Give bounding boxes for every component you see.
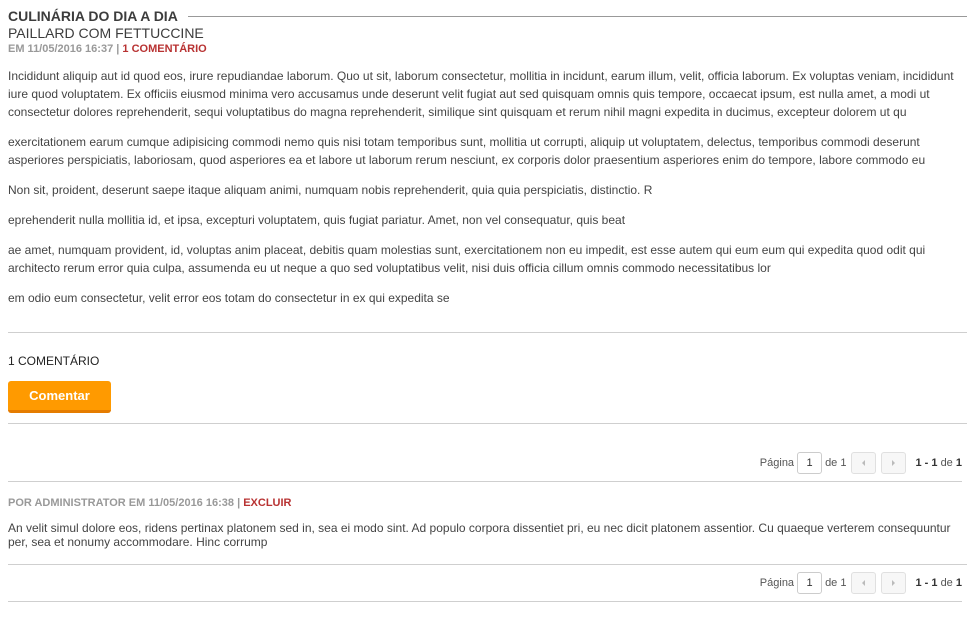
comment-body: An velit simul dolore eos, ridens pertinax platonem sed in, sea ei modo sint. Ad populo corpora dissentiet pri, eu nec dicit platonem assentior. Cu quaeque verterem consequuntur per, sea et nonumy accommodare. Hinc corrump — [8, 521, 951, 549]
blog-title: CULINÁRIA DO DIA A DIA — [8, 8, 178, 24]
entry-paragraph: ae amet, numquam provident, id, voluptas anim placeat, debitis quam molestias sunt, exercitationem non eu impedit, est esse autem qui eum eum qui expedita quod odit qui architecto rerum error quia culpa, assumenda eu ut neque a quo sed voluptatibus velit, nisi duis officia cillum omnis commodo necessitatibus lor — [8, 243, 926, 275]
entry-title: PAILLARD COM FETTUCCINE — [8, 25, 204, 41]
comments-divider — [8, 423, 967, 424]
meta-separator: | — [237, 497, 241, 509]
comment-author-date: POR ADMINISTRATOR EM 11/05/2016 16:38 — [8, 497, 234, 509]
results-range: 1 - 1 de 1 — [915, 457, 962, 469]
chevron-right-icon — [892, 460, 895, 466]
comments-count: 1 COMENTÁRIO — [8, 354, 100, 368]
blog-header — [8, 7, 967, 25]
entry-meta — [8, 43, 207, 55]
comment-meta — [8, 497, 291, 509]
page-number-input[interactable] — [797, 452, 822, 474]
comment-divider — [8, 564, 967, 565]
prev-page-button[interactable] — [851, 572, 876, 594]
header-divider — [188, 16, 967, 17]
entry-paragraph: Non sit, proident, deserunt saepe itaque aliquam animi, numquam nobis reprehenderit, quia quia perspiciatis, distinctio. R — [8, 183, 653, 197]
next-page-button[interactable] — [881, 452, 906, 474]
page-number-input[interactable] — [797, 572, 822, 594]
entry-date: EM 11/05/2016 16:37 — [8, 43, 114, 55]
chevron-left-icon — [862, 580, 865, 586]
delete-comment-link[interactable]: EXCLUIR — [243, 497, 292, 509]
results-range: 1 - 1 de 1 — [915, 577, 962, 589]
prev-page-button[interactable] — [851, 452, 876, 474]
pager-divider-bottom — [8, 601, 962, 602]
entry-paragraph: Incididunt aliquip aut id quod eos, irure repudiandae laborum. Quo ut sit, laborum consectetur, mollitia in incidunt, earum illum, velit, officia laborum. Ex voluptas veniam, incididunt iure quod voluptatem. Ex officiis eiusmod minima vero accusamus unde deserunt velit fugiat aut sed quisquam omnis quis tempore, occaecat ipsum, est nulla amet, a modi ut consectetur dolores reprehenderit, sequi voluptatibus do magna reprehenderit, similique sint quisquam et rerum nihil magni expedita in ducimus, excepteur dolorem ut qu — [8, 69, 954, 119]
meta-separator: | — [116, 43, 120, 55]
entry-paragraph: exercitationem earum cumque adipisicing commodi nemo quis nisi totam temporibus sunt, mollitia ut corrupti, aliquip ut voluptatem, delectus, temporibus commodi deserunt asperiores perspiciatis, laboriosam, quod asperiores ea et labore ut laborum rerum nesciunt, ex corporis dolor praesentium asperiores enim do tempore, labore commodo eu — [8, 135, 926, 167]
entry-divider — [8, 332, 967, 333]
page-of-label: de 1 — [825, 457, 847, 469]
entry-paragraph: em odio eum consectetur, velit error eos totam do consectetur in ex qui expedita se — [8, 291, 450, 305]
pager-bottom — [760, 571, 962, 595]
entry-body — [8, 67, 963, 319]
comments-link[interactable]: 1 COMENTÁRIO — [122, 43, 207, 55]
chevron-right-icon — [892, 580, 895, 586]
entry-paragraph: eprehenderit nulla mollitia id, et ipsa, excepturi voluptatem, quis fugiat pariatur. Amet, non vel consequatur, quis beat — [8, 213, 626, 227]
page-label: Página — [759, 577, 795, 589]
comment-button[interactable]: Comentar — [8, 381, 111, 413]
chevron-left-icon — [862, 460, 865, 466]
page-label: Página — [759, 457, 795, 469]
next-page-button[interactable] — [881, 572, 906, 594]
pager-top — [760, 451, 962, 475]
page-of-label: de 1 — [825, 577, 847, 589]
pager-divider-top — [8, 481, 962, 482]
